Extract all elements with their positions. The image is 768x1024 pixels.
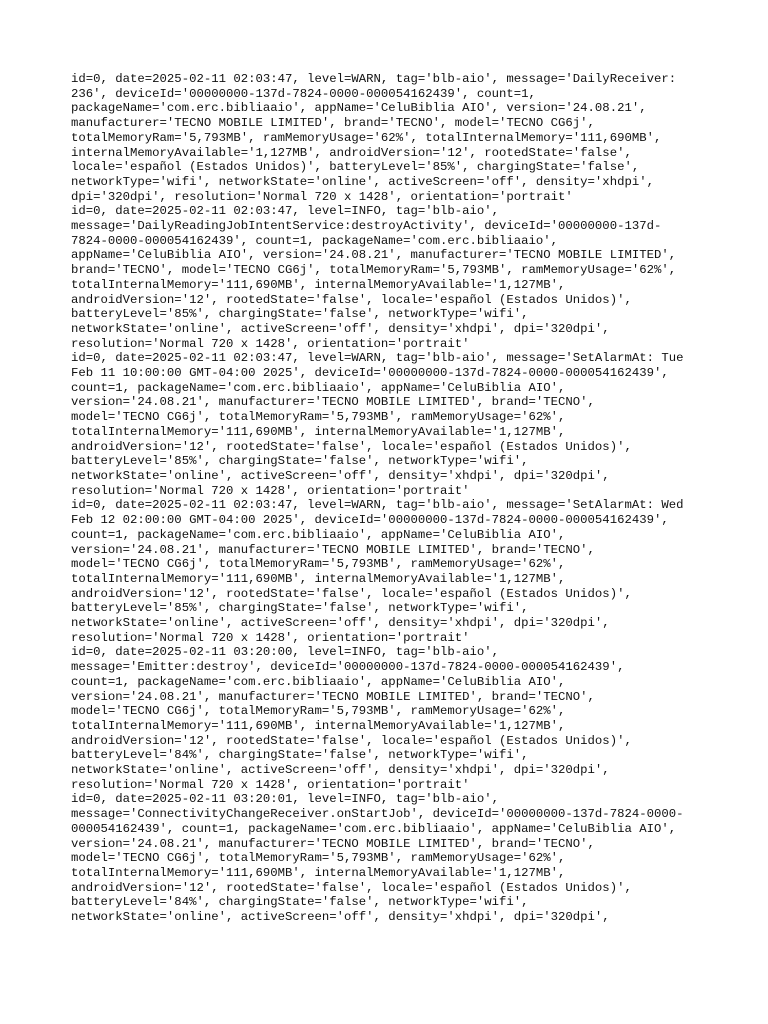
log-line: networkState='online', activeScreen='off', density='xhdpi', dpi='320dpi',	[71, 616, 610, 631]
log-line: model='TECNO CG6j', totalMemoryRam='5,793MB', ramMemoryUsage='62%',	[71, 704, 566, 719]
log-line: androidVersion='12', rootedState='false', locale='español (Estados Unidos)',	[71, 439, 632, 454]
log-line: Feb 11 10:00:00 GMT-04:00 2025', deviceId='00000000-137d-7824-0000-000054162439',	[71, 366, 669, 381]
log-line: message='DailyReadingJobIntentService:destroyActivity', deviceId='00000000-137d-	[71, 219, 662, 234]
log-line: 7824-0000-000054162439', count=1, packageName='com.erc.bibliaaio',	[71, 233, 559, 248]
log-line: id=0, date=2025-02-11 02:03:47, level=WARN, tag='blb-aio', message='DailyReceiver:	[71, 72, 677, 86]
log-line: brand='TECNO', model='TECNO CG6j', totalMemoryRam='5,793MB', ramMemoryUsage='62%',	[71, 263, 677, 278]
log-line: resolution='Normal 720 x 1428', orientation='portrait'	[71, 630, 470, 645]
log-document	[71, 72, 701, 925]
log-line: locale='español (Estados Unidos)', batteryLevel='85%', chargingState='false',	[71, 160, 640, 175]
log-line: 000054162439', count=1, packageName='com.erc.bibliaaio', appName='CeluBiblia AIO',	[71, 821, 677, 836]
log-line: androidVersion='12', rootedState='false', locale='español (Estados Unidos)',	[71, 586, 632, 601]
log-line: appName='CeluBiblia AIO', version='24.08.21', manufacturer='TECNO MOBILE LIMITED',	[71, 248, 677, 263]
log-line: totalInternalMemory='111,690MB', internalMemoryAvailable='1,127MB',	[71, 571, 566, 586]
log-line: id=0, date=2025-02-11 02:03:47, level=INFO, tag='blb-aio',	[71, 204, 500, 219]
log-line: packageName='com.erc.bibliaaio', appName='CeluBiblia AIO', version='24.08.21',	[71, 101, 647, 116]
log-line: count=1, packageName='com.erc.bibliaaio', appName='CeluBiblia AIO',	[71, 380, 566, 395]
log-line: networkState='online', activeScreen='off', density='xhdpi', dpi='320dpi',	[71, 910, 610, 925]
log-line: networkState='online', activeScreen='off', density='xhdpi', dpi='320dpi',	[71, 763, 610, 778]
log-line: networkType='wifi', networkState='online', activeScreen='off', density='xhdpi',	[71, 174, 654, 189]
log-line: model='TECNO CG6j', totalMemoryRam='5,793MB', ramMemoryUsage='62%',	[71, 851, 566, 866]
log-line: 236', deviceId='00000000-137d-7824-0000-000054162439', count=1,	[71, 86, 536, 101]
log-line: batteryLevel='85%', chargingState='false', networkType='wifi',	[71, 307, 529, 322]
log-line: androidVersion='12', rootedState='false', locale='español (Estados Unidos)',	[71, 880, 632, 895]
log-line: version='24.08.21', manufacturer='TECNO MOBILE LIMITED', brand='TECNO',	[71, 836, 595, 851]
log-line: totalInternalMemory='111,690MB', internalMemoryAvailable='1,127MB',	[71, 424, 566, 439]
log-line: androidVersion='12', rootedState='false', locale='español (Estados Unidos)',	[71, 292, 632, 307]
log-line: resolution='Normal 720 x 1428', orientation='portrait'	[71, 336, 470, 351]
log-line: totalInternalMemory='111,690MB', internalMemoryAvailable='1,127MB',	[71, 718, 566, 733]
log-line: id=0, date=2025-02-11 03:20:01, level=INFO, tag='blb-aio',	[71, 792, 500, 807]
log-line: id=0, date=2025-02-11 03:20:00, level=INFO, tag='blb-aio',	[71, 645, 500, 660]
log-line: batteryLevel='84%', chargingState='false', networkType='wifi',	[71, 895, 529, 910]
log-line: resolution='Normal 720 x 1428', orientation='portrait'	[71, 777, 470, 792]
log-line: resolution='Normal 720 x 1428', orientation='portrait'	[71, 483, 470, 498]
log-line: batteryLevel='85%', chargingState='false', networkType='wifi',	[71, 454, 529, 469]
log-line: networkState='online', activeScreen='off', density='xhdpi', dpi='320dpi',	[71, 321, 610, 336]
log-line: version='24.08.21', manufacturer='TECNO MOBILE LIMITED', brand='TECNO',	[71, 542, 595, 557]
log-line: id=0, date=2025-02-11 02:03:47, level=WARN, tag='blb-aio', message='SetAlarmAt: Tue	[71, 351, 684, 366]
log-line: message='Emitter:destroy', deviceId='00000000-137d-7824-0000-000054162439',	[71, 660, 625, 675]
log-line: count=1, packageName='com.erc.bibliaaio', appName='CeluBiblia AIO',	[71, 527, 566, 542]
log-line: dpi='320dpi', resolution='Normal 720 x 1428', orientation='portrait'	[71, 189, 573, 204]
log-line: Feb 12 02:00:00 GMT-04:00 2025', deviceId='00000000-137d-7824-0000-000054162439',	[71, 513, 669, 528]
log-line: totalInternalMemory='111,690MB', internalMemoryAvailable='1,127MB',	[71, 277, 566, 292]
log-line: networkState='online', activeScreen='off', density='xhdpi', dpi='320dpi',	[71, 468, 610, 483]
log-line: version='24.08.21', manufacturer='TECNO MOBILE LIMITED', brand='TECNO',	[71, 395, 595, 410]
log-line: batteryLevel='85%', chargingState='false', networkType='wifi',	[71, 601, 529, 616]
log-line: version='24.08.21', manufacturer='TECNO MOBILE LIMITED', brand='TECNO',	[71, 689, 595, 704]
log-line: batteryLevel='84%', chargingState='false', networkType='wifi',	[71, 748, 529, 763]
log-line: totalMemoryRam='5,793MB', ramMemoryUsage='62%', totalInternalMemory='111,690MB',	[71, 130, 662, 145]
log-line: manufacturer='TECNO MOBILE LIMITED', brand='TECNO', model='TECNO CG6j',	[71, 116, 595, 131]
log-line: message='ConnectivityChangeReceiver.onStartJob', deviceId='00000000-137d-7824-0000-	[71, 807, 684, 822]
log-line: count=1, packageName='com.erc.bibliaaio', appName='CeluBiblia AIO',	[71, 674, 566, 689]
log-line: model='TECNO CG6j', totalMemoryRam='5,793MB', ramMemoryUsage='62%',	[71, 557, 566, 572]
log-line: internalMemoryAvailable='1,127MB', androidVersion='12', rootedState='false',	[71, 145, 632, 160]
log-line: totalInternalMemory='111,690MB', internalMemoryAvailable='1,127MB',	[71, 865, 566, 880]
log-line: androidVersion='12', rootedState='false', locale='español (Estados Unidos)',	[71, 733, 632, 748]
log-line: id=0, date=2025-02-11 02:03:47, level=WARN, tag='blb-aio', message='SetAlarmAt: Wed	[71, 498, 684, 513]
log-line: model='TECNO CG6j', totalMemoryRam='5,793MB', ramMemoryUsage='62%',	[71, 410, 566, 425]
